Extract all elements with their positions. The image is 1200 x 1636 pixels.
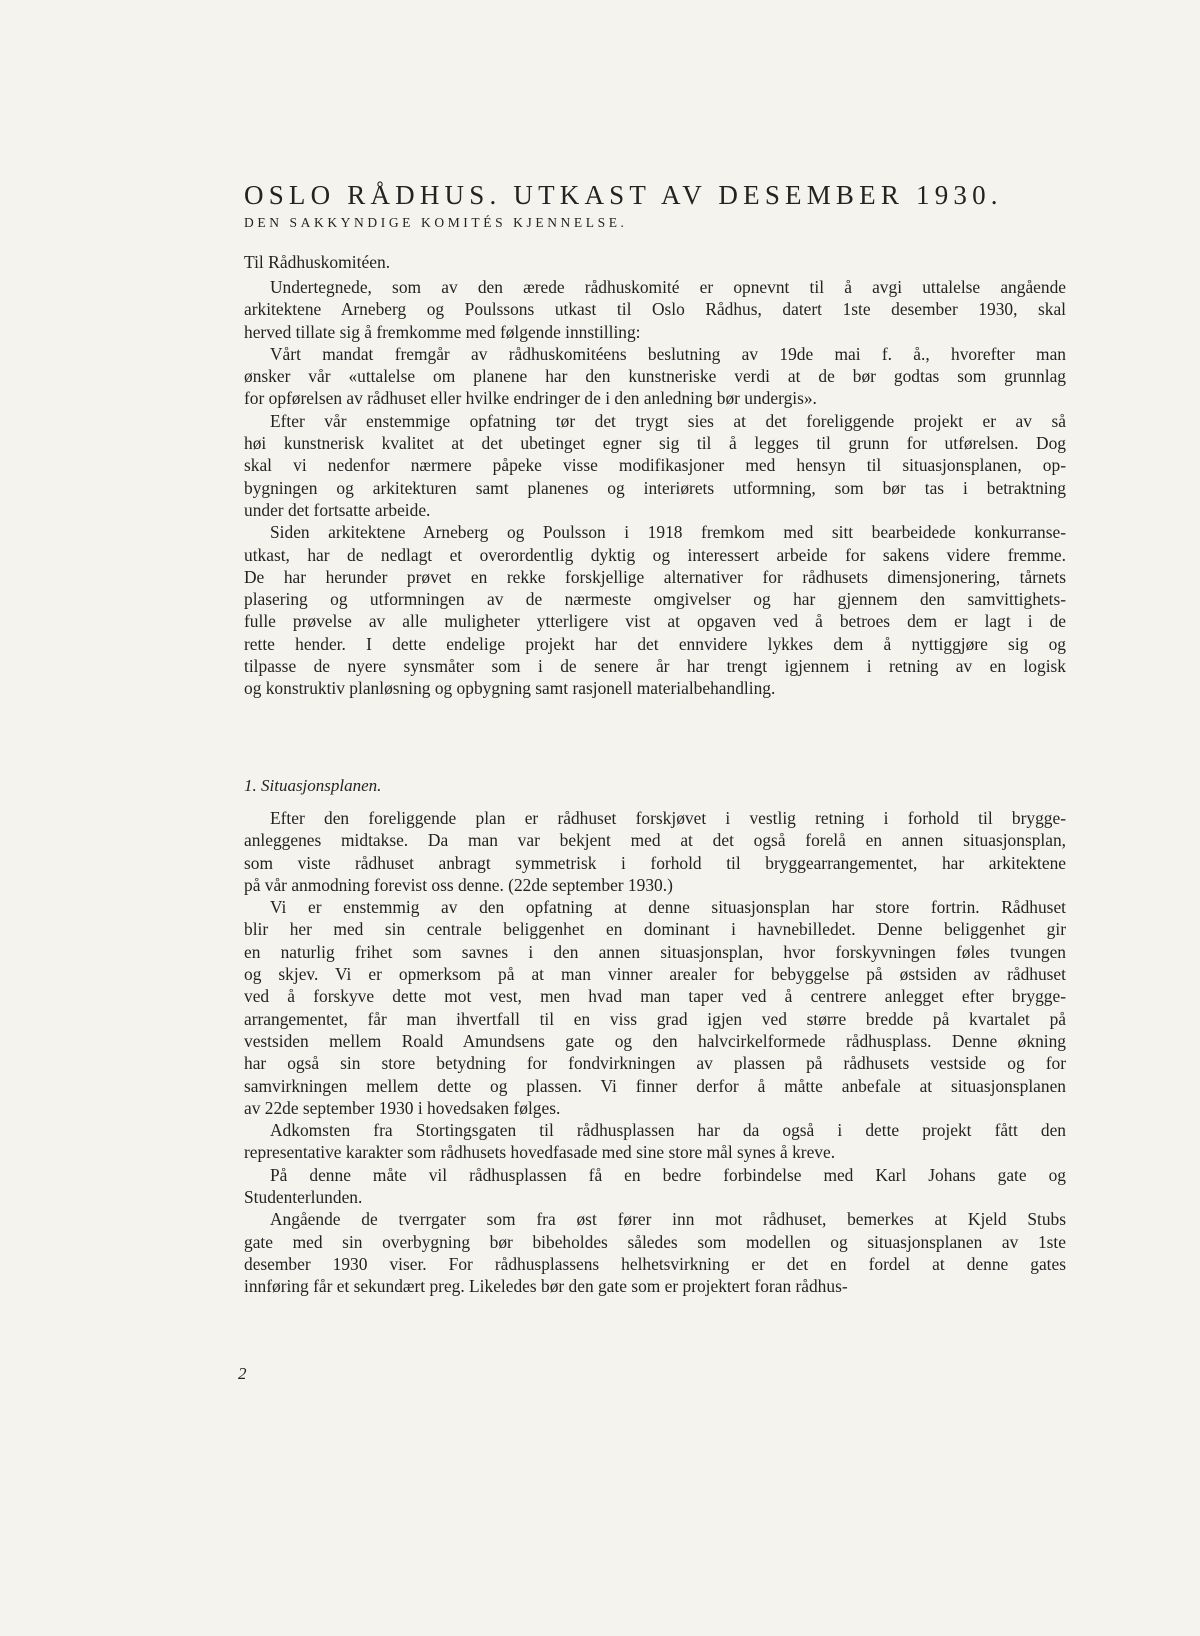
paragraph xyxy=(244,1208,1066,1297)
paragraph xyxy=(244,343,1066,410)
paragraph xyxy=(244,1164,1066,1209)
text-line: Adkomsten fra Stortingsgaten til rådhusplassen har da også i dette projekt fått den xyxy=(270,1120,1066,1141)
text-line: plasering og utformningen av de nærmeste omgivelser og har gjennem den samvittighets- xyxy=(244,589,1066,610)
text-line: desember 1930 viser. For rådhusplassens helhetsvirkning er det en fordel at denne gates xyxy=(244,1253,1066,1274)
text-line: innføring får et sekundært preg. Likeledes bør den gate som er projektert foran rådhus- xyxy=(244,1276,848,1297)
paragraph xyxy=(244,807,1066,896)
text-line: vestsiden mellem Roald Amundsens gate og den halvcirkelformede rådhusplass. Denne økning xyxy=(244,1030,1066,1051)
text-line: av 22de september 1930 i hovedsaken følges. xyxy=(244,1097,561,1118)
text-line: Studenterlunden. xyxy=(244,1187,363,1208)
text-line: en naturlig frihet som savnes i den annen situasjonsplan, hvor forskyvningen føles tvungen xyxy=(244,941,1066,962)
text-line: De har herunder prøvet en rekke forskjellige alternativer for rådhusets dimensjonering, tårnets xyxy=(244,566,1066,587)
text-line: skal vi nedenfor nærmere påpeke visse modifikasjoner med hensyn til situasjonsplanen, op- xyxy=(244,455,1066,476)
text-line: høi kunstnerisk kvalitet at det ubetinget egner sig til å legges til grunn for utførelsen. Dog xyxy=(244,433,1066,454)
text-line: og konstruktiv planløsning og opbygning samt rasjonell materialbehandling. xyxy=(244,678,776,699)
paragraph xyxy=(244,521,1066,699)
document-title: OSLO RÅDHUS. UTKAST AV DESEMBER 1930. xyxy=(244,180,1003,210)
text-line: på vår anmodning forevist oss denne. (22de september 1930.) xyxy=(244,874,673,895)
document-subtitle: DEN SAKKYNDIGE KOMITÉS KJENNELSE. xyxy=(244,215,628,230)
text-line: tilpasse de nyere synsmåter som i de senere år har trengt igjennem i retning av en logisk xyxy=(244,656,1066,677)
text-line: utkast, har de nedlagt et overordentlig dyktig og interessert arbeide for sakens videre fremme. xyxy=(244,544,1066,565)
text-line: for opførelsen av rådhuset eller hvilke endringer de i den anledning bør undergis». xyxy=(244,388,817,409)
text-line: Undertegnede, som av den ærede rådhuskomité er opnevnt til å avgi uttalelse angående xyxy=(270,277,1066,297)
text-line: som viste rådhuset anbragt symmetrisk i forhold til bryggearrangementet, har arkitektene xyxy=(244,852,1066,873)
text-line: anleggenes midtakse. Da man var bekjent med at det også forelå en annen situasjonsplan, xyxy=(244,830,1066,851)
page-number: 2 xyxy=(238,1364,247,1383)
text-line: blir her med sin centrale beliggenhet en dominant i havnebilledet. Denne beliggenhet gir xyxy=(244,919,1066,940)
text-line: fulle prøvelse av alle muligheter ytterligere vist at opgaven ved å betroes dem er lagt i de xyxy=(244,611,1066,632)
paragraph xyxy=(244,896,1066,1119)
text-line: og skjev. Vi er opmerksom på at man vinner arealer for bebyggelse på østsiden av rådhuset xyxy=(244,964,1066,985)
section-heading: 1. Situasjonsplanen. xyxy=(244,776,382,795)
text-line: Vårt mandat fremgår av rådhuskomitéens beslutning av 19de mai f. å., hvorefter man xyxy=(270,343,1066,364)
text-line: arrangementet, får man ihvertfall til en viss grad igjen ved større bredde på kvartalet på xyxy=(244,1008,1066,1029)
text-line: bygningen og arkitekturen samt planenes og interiørets utformning, som bør tas i betraktning xyxy=(244,477,1066,498)
text-line: rette hender. I dette endelige projekt har det ennvidere lykkes dem å nyttiggjøre sig og xyxy=(244,633,1066,654)
intro-text xyxy=(244,276,1066,700)
paragraph xyxy=(244,276,1066,343)
text-line: Efter den foreliggende plan er rådhuset forskjøvet i vestlig retning i forhold til brygge- xyxy=(270,808,1066,828)
text-line: representative karakter som rådhusets hovedfasade med sine store mål synes å kreve. xyxy=(244,1142,836,1163)
text-line: ved å forskyve dette mot vest, men hvad man taper ved å centrere anlegget efter brygge- xyxy=(244,986,1066,1007)
text-line: samvirkningen mellem dette og plassen. Vi finner derfor å måtte anbefale at situasjonsplanen xyxy=(244,1075,1066,1096)
text-line: arkitektene Arneberg og Poulssons utkast til Oslo Rådhus, datert 1ste desember 1930, skal xyxy=(244,299,1066,320)
paragraph xyxy=(244,410,1066,521)
text-line: ønsker vår «uttalelse om planene har den kunstneriske verdi at de bør godtas som grunnlag xyxy=(244,366,1066,387)
text-line: Siden arkitektene Arneberg og Poulsson i 1918 fremkom med sitt bearbeidede konkurranse- xyxy=(270,522,1066,543)
text-line: har også sin store betydning for fondvirkningen av plassen på rådhusets vestside og for xyxy=(244,1053,1066,1074)
text-line: herved tillate sig å fremkomme med følgende innstilling: xyxy=(244,321,641,342)
text-line: Vi er enstemmig av den opfatning at denne situasjonsplan har store fortrin. Rådhuset xyxy=(270,897,1066,918)
text-line: På denne måte vil rådhusplassen få en bedre forbindelse med Karl Johans gate og xyxy=(270,1164,1066,1185)
salutation: Til Rådhuskomitéen. xyxy=(244,252,391,272)
text-line: Efter vår enstemmige opfatning tør det trygt sies at det foreliggende projekt er av så xyxy=(270,410,1066,431)
text-line: Angående de tverrgater som fra øst fører inn mot rådhuset, bemerkes at Kjeld Stubs xyxy=(270,1209,1066,1230)
text-line: under det fortsatte arbeide. xyxy=(244,499,431,520)
section-text xyxy=(244,807,1066,1298)
paragraph xyxy=(244,1119,1066,1164)
text-line: gate med sin overbygning bør bibeholdes således som modellen og situasjonsplanen av 1ste xyxy=(244,1231,1066,1252)
